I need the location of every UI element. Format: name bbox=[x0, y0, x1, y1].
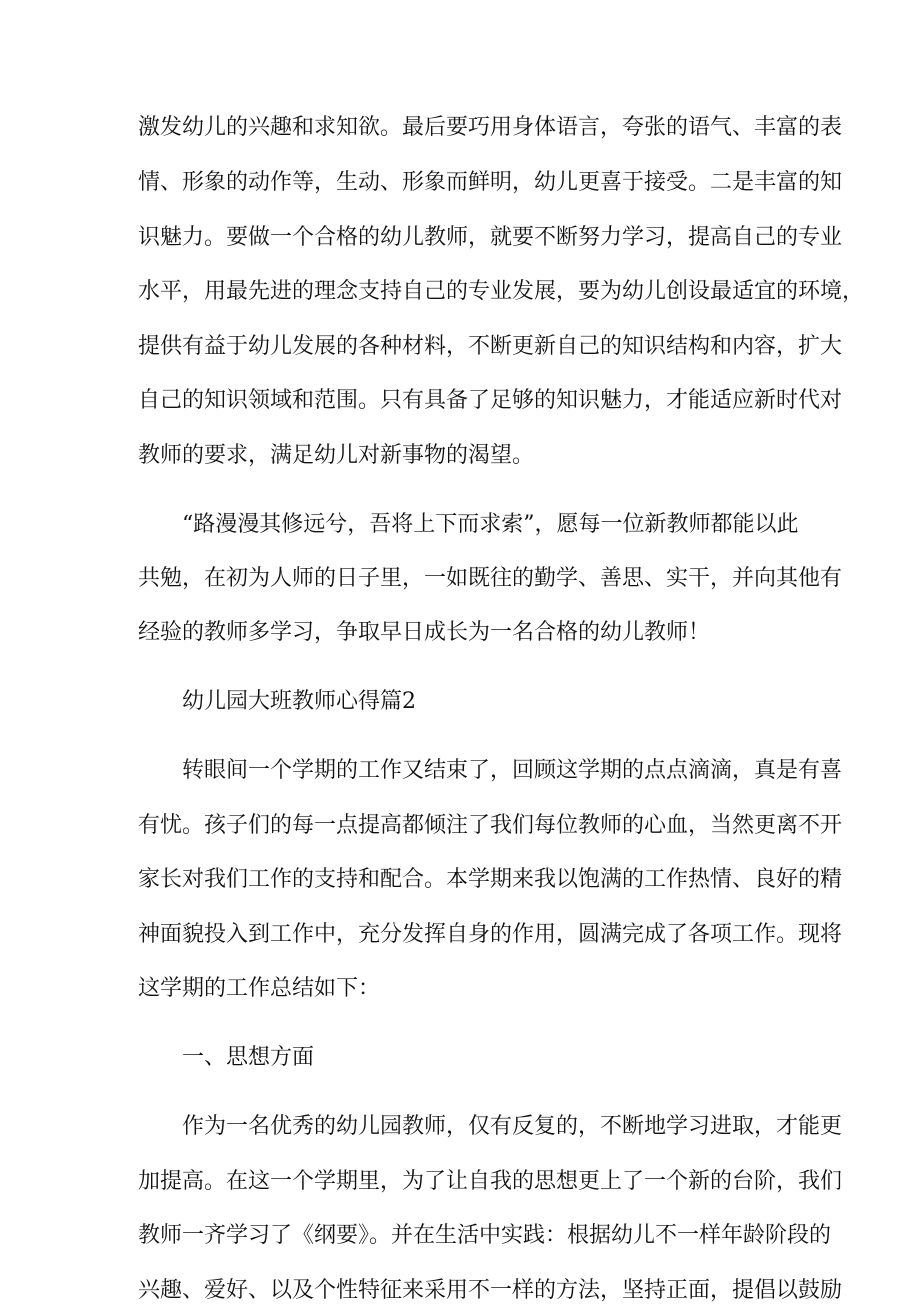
paragraph-line: 水平，用最先进的理念支持自己的专业发展，要为幼儿创设最适宜的环境， bbox=[138, 279, 865, 304]
section-heading: 一、思想方面 bbox=[182, 1045, 315, 1070]
paragraph-line: 激发幼儿的兴趣和求知欲。最后要巧用身体语言，夸张的语气、丰富的表 bbox=[138, 115, 843, 140]
paragraph-line: 家长对我们工作的支持和配合。本学期来我以饱满的工作热情、良好的精 bbox=[138, 867, 843, 892]
paragraph-line: 教师一齐学习了《纲要》。并在生活中实践：根据幼儿不一样年龄阶段的 bbox=[138, 1223, 832, 1248]
paragraph-line: 共勉，在初为人师的日子里，一如既往的勤学、善思、实干，并向其他有 bbox=[138, 566, 843, 591]
paragraph-line: 教师的要求，满足幼儿对新事物的渴望。 bbox=[138, 443, 535, 468]
paragraph-line: 自己的知识领域和范围。只有具备了足够的知识魅力，才能适应新时代对 bbox=[138, 388, 843, 413]
paragraph-line: 识魅力。要做一个合格的幼儿教师，就要不断努力学习，提高自己的专业 bbox=[138, 225, 843, 250]
paragraph-line: 作为一名优秀的幼儿园教师，仅有反复的，不断地学习进取，才能更 bbox=[182, 1114, 843, 1139]
section-heading: 幼儿园大班教师心得篇2 bbox=[182, 689, 416, 714]
paragraph-line: “路漫漫其修远兮，吾将上下而求索”，愿每一位新教师都能以此 bbox=[182, 512, 799, 537]
paragraph-line: 兴趣、爱好、以及个性特征来采用不一样的方法，坚持正面，提倡以鼓励 bbox=[138, 1278, 843, 1303]
paragraph-line: 转眼间一个学期的工作又结束了，回顾这学期的点点滴滴，真是有喜 bbox=[182, 758, 843, 783]
paragraph-line: 经验的教师多学习，争取早日成长为一名合格的幼儿教师！ bbox=[138, 620, 711, 645]
paragraph-line: 有忧。孩子们的每一点提高都倾注了我们每位教师的心血，当然更离不开 bbox=[138, 813, 843, 838]
paragraph-line: 情、形象的动作等，生动、形象而鲜明，幼儿更喜于接受。二是丰富的知 bbox=[138, 170, 843, 195]
paragraph-line: 神面貌投入到工作中，充分发挥自身的作用，圆满完成了各项工作。现将 bbox=[138, 922, 843, 947]
paragraph-line: 提供有益于幼儿发展的各种材料，不断更新自己的知识结构和内容，扩大 bbox=[138, 334, 843, 359]
paragraph-line: 这学期的工作总结如下： bbox=[138, 976, 381, 1001]
paragraph-line: 加提高。在这一个学期里，为了让自我的思想更上了一个新的台阶，我们 bbox=[138, 1169, 843, 1194]
